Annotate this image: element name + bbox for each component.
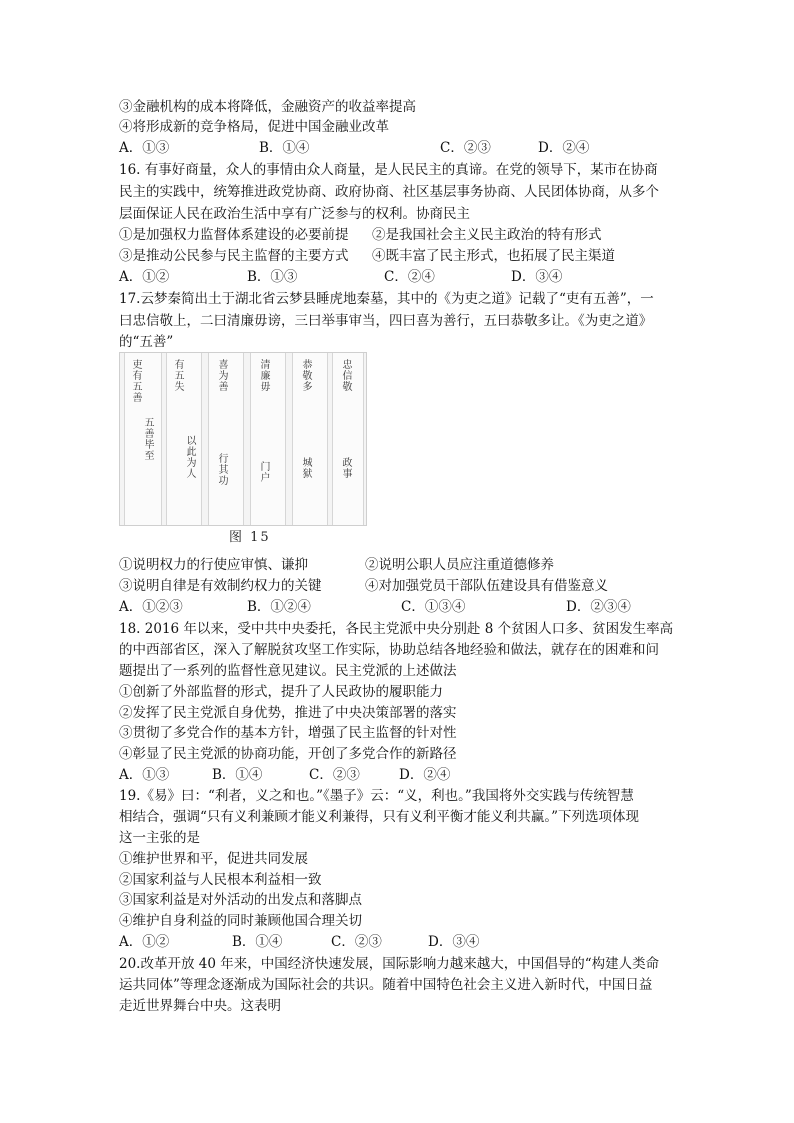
q18-item-2: ②发挥了民主党派自身优势，推进了中央决策部署的落实: [119, 705, 457, 721]
slip-glyphs: 有五失: [172, 359, 183, 392]
q16-item-2: ②是我国社会主义民主政治的特有形式: [372, 227, 602, 243]
q18-option-a: A．①③: [119, 767, 170, 783]
q17-option-a: A．①②③: [119, 599, 183, 615]
q19-option-a: A．①②: [119, 934, 170, 950]
q17-stem-line-2: 曰忠信敬上，二曰清廉毋谤，三曰举事审当，四曰喜为善行，五曰恭敬多让。《为吏之道》: [119, 313, 653, 329]
figure-caption: 图 15: [229, 530, 271, 545]
q17-option-b: B．①②④: [247, 599, 311, 615]
bamboo-slips-figure: [119, 352, 367, 526]
q17-item-3: ③说明自律是有效制约权力的关键: [119, 578, 322, 594]
q16-option-c: C．②④: [384, 269, 435, 285]
q17-stem-line-1: 17.云梦秦简出土于湖北省云梦县睡虎地秦墓，其中的《为吏之道》记载了“吏有五善”，一: [119, 291, 654, 307]
q19-stem-line-2: 相结合，强调“只有义利兼顾才能义利兼得，只有义利平衡才能义利共赢。”下列选项体现: [119, 809, 640, 825]
slip-glyphs: 清廉毋: [258, 359, 269, 392]
q17-stem-line-3: 的“五善”: [119, 334, 174, 350]
q19-option-b: B．①④: [232, 934, 283, 950]
q16-stem-line-3: 层面保证人民在政治生活中享有广泛参与的权利。协商民主: [119, 206, 470, 222]
slip-glyphs: 吏有五善: [130, 359, 141, 403]
q16-item-4: ④既丰富了民主形式，也拓展了民主渠道: [372, 248, 615, 264]
q15-option-d: D．②④: [538, 140, 590, 156]
q19-option-c: C．②③: [331, 934, 382, 950]
q17-item-1: ①说明权力的行使应审慎、谦抑: [119, 557, 308, 573]
q18-stem-line-1: 18. 2016 年以来，受中共中央委托，各民主党派中央分别赴 8 个贫困人口多、贫困发生率高: [119, 621, 674, 637]
q18-stem-line-2: 的中西部省区，深入了解脱贫攻坚工作实际，协助总结各地经验和做法，就存在的困难和问: [119, 642, 659, 658]
slip-glyphs: 政事: [340, 457, 351, 479]
q16-option-a: A．①②: [119, 269, 170, 285]
q18-stem-line-3: 题提出了一系列的监督性意见建议。民主党派的上述做法: [119, 663, 457, 679]
q19-item-2: ②国家利益与人民根本利益相一致: [119, 872, 322, 888]
q19-stem-line-3: 这一主张的是: [119, 830, 200, 846]
q16-stem-line-1: 16. 有事好商量，众人的事情由众人商量，是人民民主的真谛。在党的领导下，某市在协商: [119, 162, 658, 178]
slip-glyphs: 喜为善: [216, 359, 227, 392]
q16-option-b: B．①③: [247, 269, 298, 285]
q15-item-3: ③金融机构的成本将降低，金融资产的收益率提高: [119, 99, 416, 115]
q15-option-a: A．①③: [119, 140, 170, 156]
slip-glyphs: 恭敬多: [300, 359, 311, 392]
q18-option-d: D．②④: [399, 767, 451, 783]
slip-glyphs: 以此为人: [184, 435, 195, 479]
q19-item-3: ③国家利益是对外活动的出发点和落脚点: [119, 892, 362, 908]
q19-stem-line-1: 19.《易》曰：“利者，义之和也。”《墨子》云：“义，利也。”我国将外交实践与传统智慧: [119, 788, 634, 804]
q18-option-c: C．②③: [309, 767, 360, 783]
slip-glyphs: 城狱: [300, 457, 311, 479]
q16-item-1: ①是加强权力监督体系建设的必要前提: [119, 227, 349, 243]
slip-glyphs: 行其功: [216, 453, 227, 486]
q19-item-1: ①维护世界和平，促进共同发展: [119, 851, 308, 867]
slip-glyphs: 忠信敬: [340, 359, 351, 392]
q20-stem-line-2: 运共同体”等理念逐渐成为国际社会的共识。随着中国特色社会主义进入新时代，中国日益: [119, 977, 653, 993]
q18-item-4: ④彰显了民主党派的协商功能，开创了多党合作的新路径: [119, 746, 457, 762]
q17-option-d: D．②③④: [566, 599, 631, 615]
q17-item-4: ④对加强党员干部队伍建设具有借鉴意义: [365, 578, 608, 594]
q20-stem-line-3: 走近世界舞台中央。这表明: [119, 998, 281, 1014]
q18-option-b: B．①④: [212, 767, 263, 783]
q17-item-2: ②说明公职人员应注重道德修养: [365, 557, 554, 573]
slip-glyphs: 门户: [258, 461, 269, 483]
slip-glyphs: 五善毕至: [142, 417, 153, 461]
q18-item-1: ①创新了外部监督的形式，提升了人民政协的履职能力: [119, 684, 443, 700]
q19-option-d: D．③④: [428, 934, 480, 950]
q16-item-3: ③是推动公民参与民主监督的主要方式: [119, 248, 349, 264]
q17-option-c: C．①③④: [401, 599, 466, 615]
q15-option-c: C．②③: [440, 140, 491, 156]
q20-stem-line-1: 20.改革开放 40 年来，中国经济快速发展，国际影响力越来越大，中国倡导的“构建人类命: [119, 956, 660, 972]
q15-item-4: ④将形成新的竞争格局，促进中国金融业改革: [119, 119, 389, 135]
q15-option-b: B．①④: [259, 140, 310, 156]
q16-stem-line-2: 民主的实践中，统筹推进政党协商、政府协商、社区基层事务协商、人民团体协商，从多个: [119, 184, 659, 200]
q16-option-d: D．③④: [511, 269, 563, 285]
q19-item-4: ④维护自身利益的同时兼顾他国合理关切: [119, 913, 362, 929]
q18-item-3: ③贯彻了多党合作的基本方针，增强了民主监督的针对性: [119, 725, 457, 741]
